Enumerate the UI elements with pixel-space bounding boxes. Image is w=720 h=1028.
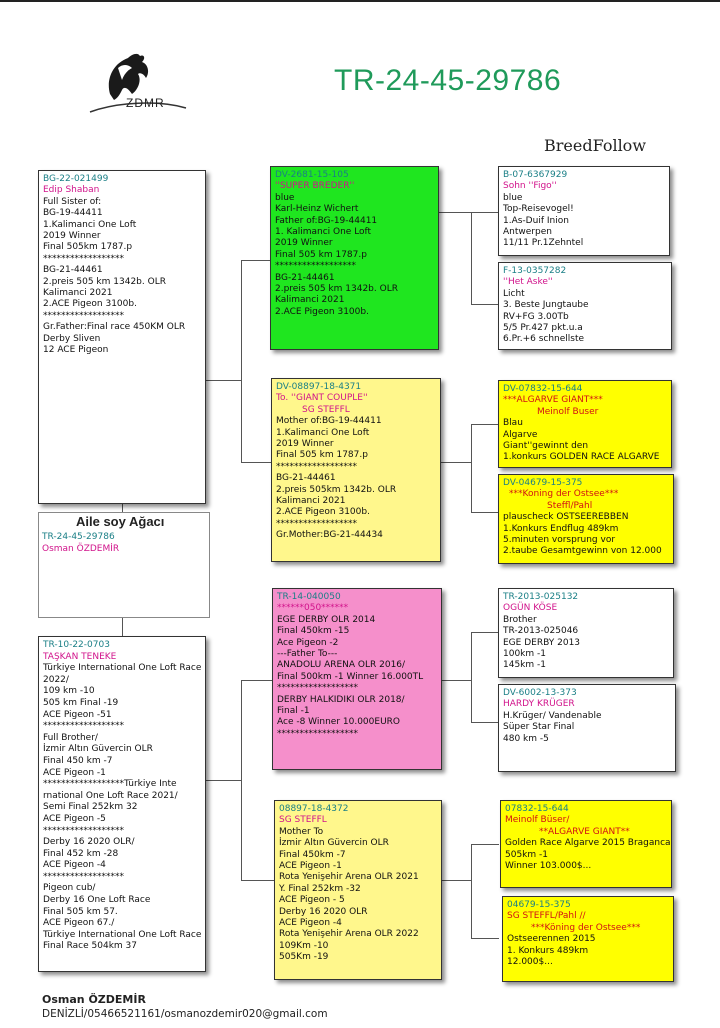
dam-line: ****************** [43,871,124,882]
ddd-line: 12.000$... [507,957,553,968]
sss-card [498,166,670,256]
sire-sire-name: ''SUPER BREDER'' [275,181,355,192]
sire-card [38,170,206,504]
dam-line: Final 505 km 57. [43,906,118,917]
sire-line: 12 ACE Pigeon [43,345,109,356]
dsd-line: H.Krüger/ Vandenable [503,710,602,721]
sss-line: Antwerpen [503,227,552,238]
sds-owner: Meinolf Buser [537,406,599,417]
dam-line: Final 450 km -7 [43,755,113,766]
family-ring: TR-24-45-29786 [42,532,115,542]
sire-dam-owner: SG STEFFL [302,404,350,415]
dam-line: 109 km -10 [43,686,95,697]
dss-line: EGE DERBY 2013 [503,637,581,648]
sire-line: Derby Sliven [43,333,101,344]
sdd-line: 1.Konkurs Endflug 489km [503,523,619,534]
dam-line: Final Race 504km 37 [43,941,137,952]
dam-sire-line: Ace -8 Winner 10.000EURO [277,717,400,728]
sdd-ring: DV-04679-15-375 [503,478,583,488]
connector-line [241,260,242,462]
sire-sire-line: Father of:BG-19-44411 [275,215,378,226]
dam-line: Derby 16 One Loft Race [43,895,151,906]
sds-line: Algarve [503,429,538,440]
dsd-ring: DV-6002-13-373 [503,688,577,698]
sds-name: ***ALGARVE GIANT*** [503,395,603,406]
connector-line [241,680,273,681]
dam-dam-line: Rota Yenişehir Arena OLR 2021 [279,872,419,883]
dam-sire-line: EGE DERBY OLR 2014 [277,614,376,625]
sds-card [498,380,672,468]
connector-line [439,212,471,213]
footer-owner-name: Osman ÖZDEMİR [42,993,146,1006]
dam-dam-line: Derby 16 2020 OLR [279,906,368,917]
ssd-name: ''Het Aske'' [503,277,553,288]
sire-sire-line: Kalimanci 2021 [275,295,345,306]
sire-line: 2.ACE Pigeon 3100b. [43,299,137,310]
dss-ring: TR-2013-025132 [503,592,579,602]
sire-dam-ring: DV-08897-18-4371 [276,382,362,392]
sire-dam-line: ****************** [276,518,357,529]
sire-line: BG-19-44411 [43,208,103,219]
ddd-card [502,896,674,982]
dam-line: Türkiye International One Loft Race [43,663,202,674]
dam-dam-line: İzmir Altın Güvercin OLR [279,838,389,849]
connector-line [471,938,499,939]
sire-sire-line: BG-21-44461 [275,272,335,283]
sire-sire-line: 2.ACE Pigeon 3100b. [275,306,369,317]
logo-text: ZDMR [126,96,165,110]
dds-line: Winner 103.000$... [505,861,592,872]
dam-line: Semi Final 252km 32 [43,802,138,813]
dam-name: TAŞKAN TENEKE [43,651,117,662]
sire-line: 2.preis 505 km 1342b. OLR [43,276,166,287]
sire-dam-card [271,378,441,562]
dam-card [38,636,206,972]
dam-line: Derby 16 2020 OLR/ [43,837,135,848]
footer-contact: DENİZLİ/05466521161/osmanozdemir020@gmail.com [42,1008,328,1020]
connector-line [206,380,242,381]
sss-line: 11/11 Pr.1Zehntel [503,238,584,249]
connector-line [241,462,272,463]
sire-ring: BG-22-021499 [43,174,109,184]
sire-sire-line: Karl-Heinz Wichert [275,204,359,215]
dds-name: Meinolf Büser/ [505,815,570,826]
dam-sire-line: Final 500km -1 Winner 16.000TL [277,671,424,682]
sire-dam-line: BG-21-44461 [276,473,336,484]
sire-line: BG-21-44461 [43,265,103,276]
sire-line: Final 505km 1787.p [43,242,133,253]
dam-sire-line: Ace Pigeon -2 [277,637,339,648]
dam-line: Pigeon cub/ [43,883,96,894]
dam-sire-ring: TR-14-040050 [277,592,341,602]
ddd-owner: ***Köning der Ostsee*** [531,922,641,933]
sire-dam-line: Mother of:BG-19-44411 [276,416,382,427]
connector-line [471,304,499,305]
sire-sire-line: ****************** [275,261,356,272]
sire-sire-line: 1. Kalimanci One Loft [275,227,372,238]
dss-line: 145km -1 [503,660,546,671]
dds-owner: **ALGARVE GIANT** [539,826,630,837]
dam-sire-line: Final -1 [277,706,310,717]
dss-card [498,588,674,678]
connector-line [471,844,499,845]
dam-line: Full Brother/ [43,732,98,743]
sire-name: Edip Shaban [43,185,100,196]
sire-dam-line: ****************** [276,461,357,472]
connector-line [471,632,472,722]
ssd-line: 6.Pr.+6 schnellste [503,334,585,345]
dam-dam-line: ACE Pigeon - 5 [279,895,345,906]
dam-line: ACE Pigeon 67./ [43,918,115,929]
sire-sire-ring: DV-2681-15-105 [275,170,349,180]
dsd-card [498,684,676,772]
sire-line: 1.Kalimanci One Loft [43,219,137,230]
sire-sire-line: blue [275,192,295,203]
family-tree-title: Aile soy Ağacı [72,514,168,529]
connector-line [206,780,242,781]
connector-line [471,512,499,513]
dds-ring: 07832-15-644 [505,804,569,814]
sdd-card [498,474,674,564]
dss-line: TR-2013-025046 [503,626,579,637]
dam-line: ACE Pigeon -5 [43,813,106,824]
connector-line [471,212,499,213]
sire-line: Gr.Father:Final race 450KM OLR [43,322,186,333]
ddd-ring: 04679-15-375 [507,900,571,910]
dam-dam-line: Y. Final 252km -32 [279,883,361,894]
dam-sire-line: ****************** [277,728,358,739]
dam-line: ACE Pigeon -51 [43,709,112,720]
dam-line: Final 452 km -28 [43,848,119,859]
dam-sire-line: ****************** [277,683,358,694]
sss-ring: B-07-6367929 [503,170,568,180]
sire-line: Full Sister of: [43,196,102,207]
ssd-ring: F-13-0357282 [503,266,567,276]
sss-name: Sohn ''Figo'' [503,181,557,192]
connector-line [471,424,499,425]
dam-line: 505 km Final -19 [43,697,119,708]
dam-dam-line: Rota Yenişehir Arena OLR 2022 [279,929,419,940]
dsd-line: 480 km -5 [503,733,549,744]
sds-ring: DV-07832-15-644 [503,384,583,394]
connector-line [471,424,472,512]
sds-line: Blau [503,418,523,429]
ssd-line: 5/5 Pr.427 pkt.u.a [503,323,583,334]
dsd-line: Süper Star Final [503,722,575,733]
dam-dam-ring: 08897-18-4372 [279,804,349,814]
dam-dam-line: Mother To [279,826,324,837]
sdd-line: 2.taube Gesamtgewinn von 12.000 [503,546,662,557]
dam-dam-name: SG STEFFL [279,815,327,826]
ssd-line: 3. Beste Jungtaube [503,300,589,311]
dds-card [500,800,672,888]
connector-line [241,260,271,261]
dam-sire-name: ******050****** [277,603,349,614]
sss-line: blue [503,192,523,203]
sire-dam-line: Kalimanci 2021 [276,496,346,507]
dam-sire-line: Final 450km -15 [277,626,350,637]
sdd-line: plauscheck OSTSEEREBBEN [503,512,629,523]
dam-line: ****************** [43,825,124,836]
dss-name: OGÜN KÖSE [503,603,558,614]
connector-line [471,632,499,633]
sire-sire-line: Final 505 km 1787.p [275,249,367,260]
dds-line: 505km -1 [505,849,548,860]
sire-dam-line: 2.ACE Pigeon 3100b. [276,507,370,518]
connector-line [441,880,471,881]
dam-sire-card [272,588,442,770]
brand-name: BreedFollow [544,136,647,155]
dam-line: Türkiye International One Loft Race [43,929,202,940]
dam-sire-line: DERBY HALKIDIKI OLR 2018/ [277,694,405,705]
connector-line [441,680,471,681]
sire-sire-line: 2.preis 505 km 1342b. OLR [275,284,398,295]
connector-line [471,212,472,304]
family-owner: Osman ÖZDEMİR [42,544,120,554]
dss-line: 100km -1 [503,649,546,660]
sdd-owner: Steffl/Pahl [547,500,593,511]
main-ring-number: TR-24-45-29786 [334,64,562,97]
sire-dam-line: 1.Kalimanci One Loft [276,427,370,438]
sss-line: Top-Reisevogel! [503,204,574,215]
dam-line: rnational One Loft Race 2021/ [43,790,178,801]
dam-dam-line: 505Km -19 [279,952,329,963]
dam-line: ****************** [43,721,124,732]
sire-dam-line: Gr.Mother:BG-21-44434 [276,530,383,541]
dam-ring: TR-10-22-0703 [43,640,110,650]
ddd-line: Ostseerennen 2015 [507,934,596,945]
connector-line [241,680,242,880]
sire-line: ****************** [43,310,124,321]
dss-line: Brother [503,614,537,625]
connector-line [471,722,499,723]
sire-dam-line: Final 505 km 1787.p [276,450,368,461]
dam-sire-line: ANADOLU ARENA OLR 2016/ [277,660,406,671]
connector-line [241,880,275,881]
dam-line: 2022/ [43,674,69,685]
dam-line: ACE Pigeon -4 [43,860,106,871]
ssd-line: Licht [503,288,525,299]
dsd-name: HARDY KRÜGER [503,699,575,710]
dam-sire-line: ---Father To--- [277,649,338,660]
ssd-card [498,262,672,350]
dam-dam-line: ACE Pigeon -4 [279,918,342,929]
ddd-line: 1. Konkurs 489km [507,945,589,956]
connector-line [441,462,471,463]
sds-line: Giant''gewinnt den [503,441,589,452]
connector-line [122,618,123,636]
sire-sire-line: 2019 Winner [275,238,333,249]
sds-line: 1.konkurs GOLDEN RACE ALGARVE [503,452,660,463]
sire-dam-line: 2.preis 505km 1342b. OLR [276,484,397,495]
sire-dam-line: 2019 Winner [276,439,334,450]
sss-line: 1.As-Duif Inion [503,215,569,226]
dam-line: İzmir Altın Güvercin OLR [43,744,153,755]
dam-dam-line: 109Km -10 [279,940,329,951]
dam-dam-card [274,800,442,980]
sire-line: 2019 Winner [43,231,101,242]
connector-line [471,844,472,938]
dam-dam-line: ACE Pigeon -1 [279,861,342,872]
sire-dam-name: To. ''GIANT COUPLE'' [276,393,368,404]
ddd-name: SG STEFFL/Pahl // [507,911,586,922]
dam-line: ACE Pigeon -1 [43,767,106,778]
top-border [0,0,720,2]
sdd-name: ***Koning der Ostsee*** [509,489,619,500]
dds-line: Golden Race Algarve 2015 Braganca [505,838,671,849]
sire-line: ****************** [43,253,124,264]
sire-sire-card [270,166,439,350]
sdd-line: 5.minuten vorsprung vor [503,535,616,546]
dam-dam-line: Final 450km -7 [279,849,346,860]
sire-line: Kalimanci 2021 [43,288,113,299]
ssd-line: RV+FG 3.00Tb [503,311,569,322]
dam-line: ******************Türkiye Inte [43,779,177,790]
